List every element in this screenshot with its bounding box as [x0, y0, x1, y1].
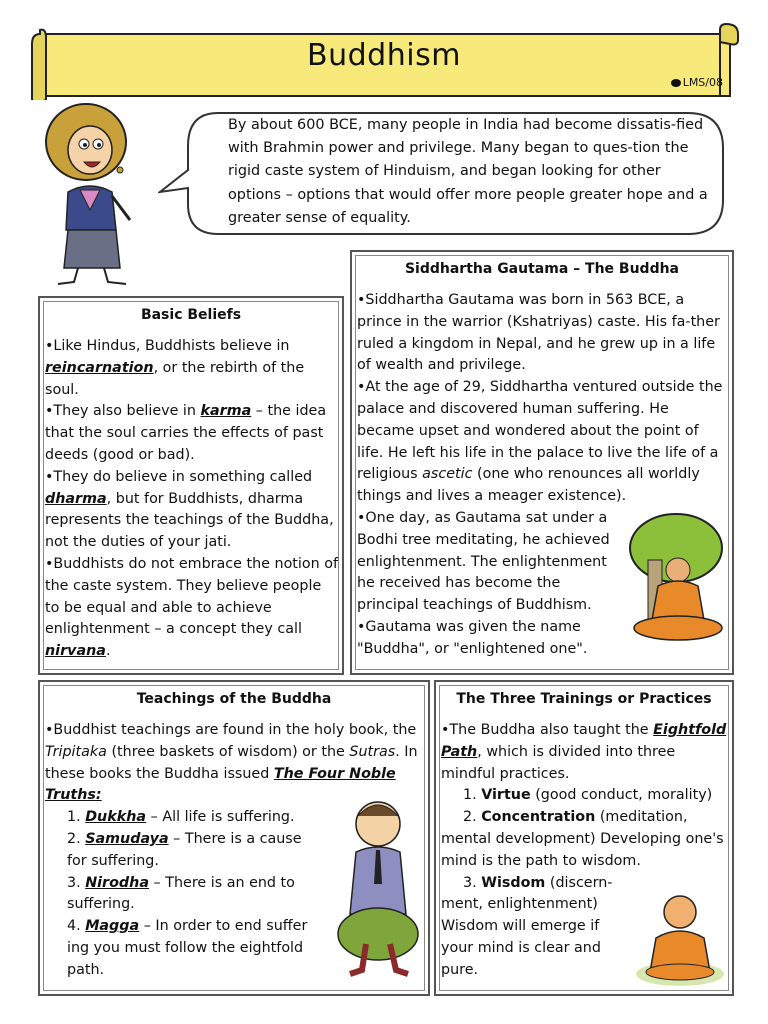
belief-text: •Like Hindus, Buddhists believe in	[45, 338, 290, 354]
teachings-text: •Buddhist teachings are found in the holy book, the	[45, 722, 417, 738]
truth-number: 3.	[67, 874, 86, 891]
training-term: Concentration	[481, 809, 596, 826]
siddhartha-p2-start: •At the age of 29, Siddhartha ventured outside the palace and discovered human suffering. He became upset and wondered about the point of life. He left his life in the palace to live the life of a religious	[357, 379, 723, 483]
noble-truth-item	[45, 916, 319, 981]
trainings-intro	[441, 720, 729, 785]
training-text: (meditation, mental development) Developing one's mind is the path to wisdom.	[441, 809, 724, 869]
siddhartha-paragraph-1: •Siddhartha Gautama was born in 563 BCE, a prince in the warrior (Kshatriyas) caste. His fa-ther ruled a kingdom in Nepal, and he grew up in a life of wealth and privilege.	[357, 292, 720, 374]
truth-number: 4.	[67, 918, 86, 935]
noble-truth-item	[45, 807, 319, 829]
belief-dharma	[45, 467, 339, 554]
nirvana-term: nirvana	[45, 643, 106, 660]
credit-text: LMS/08	[682, 76, 723, 89]
teachings-heading: Teachings of the Buddha	[136, 691, 332, 707]
meditating-buddha-icon	[624, 510, 724, 644]
training-term: Virtue	[481, 787, 531, 804]
siddhartha-box	[350, 250, 734, 675]
truth-term: Samudaya	[85, 830, 169, 847]
reincarnation-term: reincarnation	[45, 359, 154, 376]
karma-term: karma	[200, 403, 252, 420]
truth-text: – In order to end suffer ing you must follow the eightfold path.	[67, 918, 308, 978]
girl-cartoon-icon	[38, 100, 148, 290]
siddhartha-paragraph-2	[357, 377, 729, 508]
training-text: (discern-ment, enlightenment) Wisdom will emerge if your mind is clear and pure.	[441, 874, 613, 978]
sutras-term: Sutras	[349, 743, 396, 760]
page-title: Buddhism	[307, 38, 461, 73]
siddhartha-heading: Siddhartha Gautama – The Buddha	[404, 261, 680, 277]
tripitaka-term: Tripitaka	[45, 743, 107, 760]
noble-truths-term: The Four Noble Truths:	[45, 765, 396, 804]
training-virtue	[441, 785, 729, 807]
belief-reincarnation	[45, 336, 339, 401]
noble-truth-item	[45, 829, 319, 873]
sad-man-cartoon-icon	[336, 794, 422, 984]
training-number: 2.	[463, 809, 482, 826]
trainings-text: •The Buddha also taught the	[441, 722, 654, 738]
training-wisdom	[441, 873, 627, 982]
belief-text: •They do believe in something called	[45, 468, 313, 485]
basic-beliefs-body	[45, 336, 339, 663]
basic-beliefs-box	[38, 296, 344, 675]
ascetic-term: ascetic	[422, 466, 473, 483]
trainings-text: , which is divided into three mindful practices.	[441, 743, 676, 782]
training-text: (good conduct, morality)	[530, 787, 713, 804]
truth-text: – There is a cause for suffering.	[67, 830, 302, 869]
training-concentration	[441, 807, 729, 872]
truth-term: Dukkha	[85, 809, 147, 826]
belief-nirvana	[45, 554, 339, 663]
intro-text: By about 600 BCE, many people in India had become dissatis-fied with Brahmin power and privilege. Many began to ques-tion the rigid caste system of Hinduism, and began looking for other options – options that would offer more people greater hope and a greater sense of equality.	[228, 117, 708, 226]
belief-text: •They also believe in	[45, 403, 201, 420]
belief-text: .	[105, 643, 111, 660]
credit-line	[671, 76, 723, 89]
belief-karma	[45, 401, 339, 466]
eightfold-path-term: Eightfold Path	[441, 722, 727, 760]
belief-text: , but for Buddhists, dharma represents the teachings of the Buddha, not the duties of your jati.	[45, 490, 334, 551]
training-number: 3.	[463, 874, 482, 891]
truth-text: – There is an end to suffering.	[67, 874, 295, 913]
basic-beliefs-heading: Basic Beliefs	[140, 307, 242, 323]
truth-number: 2.	[67, 830, 86, 847]
belief-text: – the idea that the soul carries the effects of past deeds (good or bad).	[45, 403, 327, 463]
siddhartha-paragraph-3: •One day, as Gautama sat under a Bodhi tree meditating, he achieved enlightenment. The enlightenment he received has become the principal teachings of Buddhism.	[357, 509, 610, 614]
belief-text: •Buddhists do not embrace the notion of the caste system. They believe people to be equal and able to achieve enlightenment – a concept they call	[45, 555, 339, 638]
dharma-term: dharma	[45, 490, 107, 507]
teachings-text: . In these books the Buddha issued	[45, 743, 418, 782]
noble-truth-item	[45, 873, 319, 917]
teachings-box	[38, 680, 430, 996]
three-trainings-box	[434, 680, 734, 996]
truth-text: – All life is suffering.	[146, 809, 295, 826]
monk-cartoon-icon	[632, 888, 728, 988]
truth-number: 1.	[67, 809, 86, 826]
teachings-text: (three baskets of wisdom) or the	[106, 743, 350, 760]
three-trainings-heading: The Three Trainings or Practices	[456, 691, 712, 707]
training-term: Wisdom	[481, 874, 546, 891]
belief-text: , or the rebirth of the soul.	[45, 359, 305, 398]
siddhartha-p2-end: (one who renounces all worldly things and lives a meager existence).	[357, 466, 700, 505]
copyright-icon	[671, 79, 681, 87]
truth-term: Magga	[85, 918, 140, 935]
truth-term: Nirodha	[85, 874, 149, 891]
siddhartha-paragraph-4: •Gautama was given the name "Buddha", or "enlightened one".	[357, 618, 588, 657]
training-number: 1.	[463, 787, 482, 804]
